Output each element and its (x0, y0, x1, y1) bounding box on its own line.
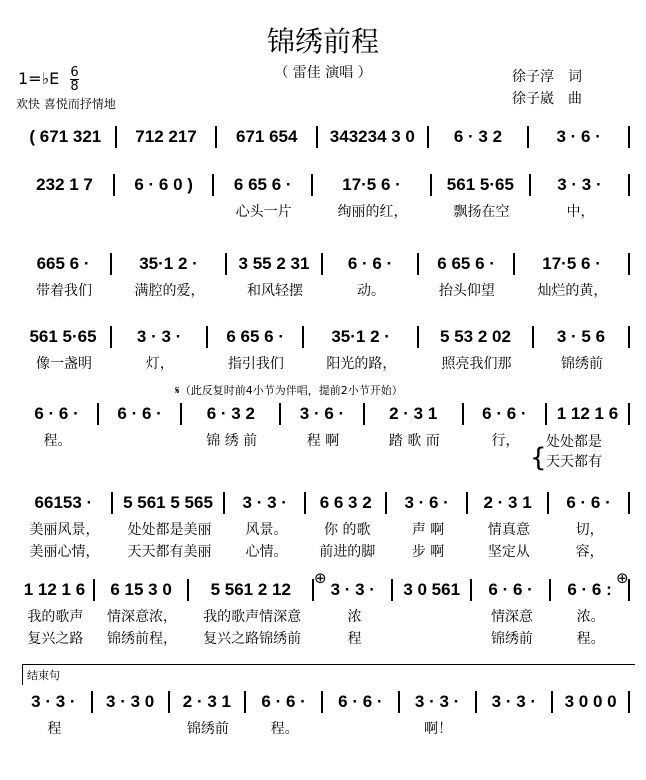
measure: 3 55 2 31 (227, 253, 323, 275)
lyrics-line (16, 628, 630, 650)
tempo-marking: 欢快 喜悦而抒情地 (16, 97, 116, 111)
lyric (477, 718, 554, 740)
measure: 3 0 561 (393, 579, 472, 601)
ending-label: 结束句 (22, 664, 635, 685)
measure: 3 · 3 · (16, 691, 93, 713)
lyric: 浓。 (576, 609, 605, 625)
notes-line (16, 173, 630, 197)
measure: 2 · 3 1 (365, 403, 464, 425)
lyric: 复兴之路锦绣前 (203, 631, 302, 647)
lyrics-line (16, 353, 630, 375)
lyric (547, 430, 630, 452)
measure: ( 671 321 (16, 126, 117, 148)
measure: 17·5 6 · (515, 253, 630, 275)
lyric: 程 (347, 631, 362, 647)
coda-icon: ⊕ (314, 569, 327, 587)
lyric (16, 201, 115, 223)
lyric: 心情。 (245, 544, 288, 560)
lyric: 锦绣前 (490, 631, 533, 647)
lyric: 啊！ (424, 721, 453, 737)
lyric: 美丽心情， (29, 544, 100, 560)
lyric: 心头一片 (235, 204, 292, 220)
measure: 3 · 3 · (112, 326, 208, 348)
notes-line (16, 578, 630, 602)
lyrics-line (16, 430, 630, 452)
measure: 3 · 3 · (314, 579, 393, 601)
lyric: 和风轻摆 (247, 283, 304, 299)
notes-line (16, 125, 630, 149)
measure: 3 · 3 · (400, 691, 477, 713)
lyric: 程 (47, 721, 62, 737)
system-row (16, 125, 630, 149)
lyric: 锦绣前 (186, 721, 229, 737)
measure: 6 · 6 · (16, 403, 99, 425)
lyric: 你 的歌 (324, 522, 371, 538)
notes-line (16, 491, 630, 515)
lyric: 风景。 (245, 522, 288, 538)
measure: 1 12 1 6 (16, 579, 95, 601)
lyrics-line (16, 519, 630, 541)
lyrics-line (16, 718, 630, 740)
measure: 3 · 3 0 (93, 691, 170, 713)
measure: 3 · 3 · (477, 691, 554, 713)
notes-line (16, 690, 630, 714)
key: 1=♭E (18, 69, 60, 88)
measure: 6 · 6 : (551, 579, 630, 601)
lyric: 情深意浓， (106, 609, 177, 625)
notes-line (16, 325, 630, 349)
lyric: 飘扬在空 (453, 204, 510, 220)
lyric: 照亮我们那 (441, 356, 512, 372)
coda-icon: ⊕ (616, 569, 629, 587)
measure: 6 15 3 0 (95, 579, 189, 601)
measure: 35·1 2 · (112, 253, 227, 275)
lyric: 复兴之路 (27, 631, 84, 647)
lyric: 锦 绣 前 (206, 433, 258, 449)
lyric: 指引我们 (227, 356, 284, 372)
measure: 66153 · (16, 492, 113, 514)
lyric: 我的歌声情深意 (203, 609, 302, 625)
lyric: 程。 (43, 433, 72, 449)
measure: 6 · 6 0 ) (115, 174, 214, 196)
brace-icon: { (530, 443, 547, 473)
performer: （ 雷佳 演唱 ） (274, 65, 372, 81)
lyric (115, 201, 214, 223)
lyric: 天天都有美丽 (127, 544, 212, 560)
segno-note: 𝄋（此反复时前4小节为伴唱，提前2小节开始） (175, 384, 403, 397)
system-row (16, 690, 630, 740)
lyric: 像一盏明 (35, 356, 92, 372)
measure: 343234 3 0 (318, 126, 429, 148)
lyrics-line (16, 606, 630, 628)
system-row (16, 491, 630, 563)
lyric: 满腔的爱， (134, 283, 205, 299)
lyric: 灿烂的黄， (537, 283, 608, 299)
lyric (323, 718, 400, 740)
measure: 6 · 6 · (323, 691, 400, 713)
lyric: 美丽风景， (29, 522, 100, 538)
system-row (16, 325, 630, 375)
lyric (553, 718, 630, 740)
lyric: 灯， (145, 356, 174, 372)
measure: 6 · 6 · (246, 691, 323, 713)
measure: 5 561 2 12 (189, 579, 314, 601)
measure: 3 0 0 0 (553, 691, 630, 713)
lyric: 前进的脚 (319, 544, 376, 560)
song-title: 锦绣前程 (266, 25, 379, 58)
lyric: 动。 (356, 283, 385, 299)
lyric: 程 啊 (306, 433, 340, 449)
measure: 2 · 3 1 (170, 691, 247, 713)
lyric: 坚定从 (487, 544, 530, 560)
time-signature: $\frac{6}{8}$ (70, 65, 79, 94)
lyric: 锦绣前程， (106, 631, 177, 647)
lyric: 处处都是美丽 (127, 522, 212, 538)
measure: 5 53 2 02 (419, 326, 534, 348)
measure: 6 65 6 · (419, 253, 515, 275)
lyric: 绚丽的红， (337, 204, 408, 220)
brace-lyrics: 处处都是 天天都有 (546, 434, 602, 470)
lyric: 我的歌声 (27, 609, 84, 625)
lyric: 中， (566, 204, 595, 220)
measure: 3 · 6 · (281, 403, 364, 425)
lyric (99, 430, 182, 452)
lyrics-line (16, 280, 630, 302)
measure: 6 6 3 2 (306, 492, 387, 514)
system-row (16, 402, 630, 452)
measure: 3 · 6 · (387, 492, 468, 514)
measure: 1 12 1 6 (547, 403, 630, 425)
system-row (16, 173, 630, 223)
measure: 6 65 6 · (214, 174, 313, 196)
lyric: 切， (575, 522, 604, 538)
measure: 2 · 3 1 (468, 492, 549, 514)
notes-line (16, 402, 630, 426)
lyric: 声 啊 (411, 522, 445, 538)
measure: 232 1 7 (16, 174, 115, 196)
lyric: 锦绣前 (561, 356, 604, 372)
measure: 5 561 5 565 (113, 492, 226, 514)
lyric: 程。 (576, 631, 605, 647)
key-signature (18, 66, 79, 93)
lyric: 程。 (270, 721, 299, 737)
lyric: 带着我们 (35, 283, 92, 299)
lyrics-line (16, 201, 630, 223)
measure: 6 65 6 · (208, 326, 304, 348)
measure: 665 6 · (16, 253, 112, 275)
notes-line (16, 252, 630, 276)
measure: 6 · 3 2 (182, 403, 281, 425)
measure: 17·5 6 · (313, 174, 432, 196)
measure: 671 654 (217, 126, 318, 148)
lyric: 抬头仰望 (438, 283, 495, 299)
measure: 6 · 6 · (549, 492, 630, 514)
lyrics-line (16, 541, 630, 563)
lyric: 踏 歌 而 (388, 433, 440, 449)
lyric: 阳光的路， (326, 356, 397, 372)
lyricist: 徐子淳 词 (512, 69, 582, 85)
lyric: 行， (491, 433, 520, 449)
lyric: 浓 (347, 609, 362, 625)
measure: 3 · 3 · (225, 492, 306, 514)
lyric (394, 628, 473, 650)
measure: 6 · 6 · (472, 579, 551, 601)
measure: 3 · 3 · (531, 174, 630, 196)
lyric: 情深意 (490, 609, 533, 625)
measure: 712 217 (117, 126, 218, 148)
lyric: 容， (575, 544, 604, 560)
measure: 561 5·65 (432, 174, 531, 196)
measure: 6 · 3 2 (429, 126, 530, 148)
lyric (394, 606, 473, 628)
measure: 561 5·65 (16, 326, 112, 348)
system-row (16, 252, 630, 302)
measure: 35·1 2 · (304, 326, 419, 348)
lyric: 情真意 (487, 522, 530, 538)
lyric (93, 718, 170, 740)
measure: 6 · 6 · (99, 403, 182, 425)
system-row (16, 578, 630, 650)
measure: 6 · 6 · (464, 403, 547, 425)
measure: 3 · 6 · (529, 126, 630, 148)
composer: 徐子崴 曲 (512, 91, 582, 107)
measure: 3 · 5 6 (534, 326, 630, 348)
measure: 6 · 6 · (323, 253, 419, 275)
lyric: 步 啊 (411, 544, 445, 560)
